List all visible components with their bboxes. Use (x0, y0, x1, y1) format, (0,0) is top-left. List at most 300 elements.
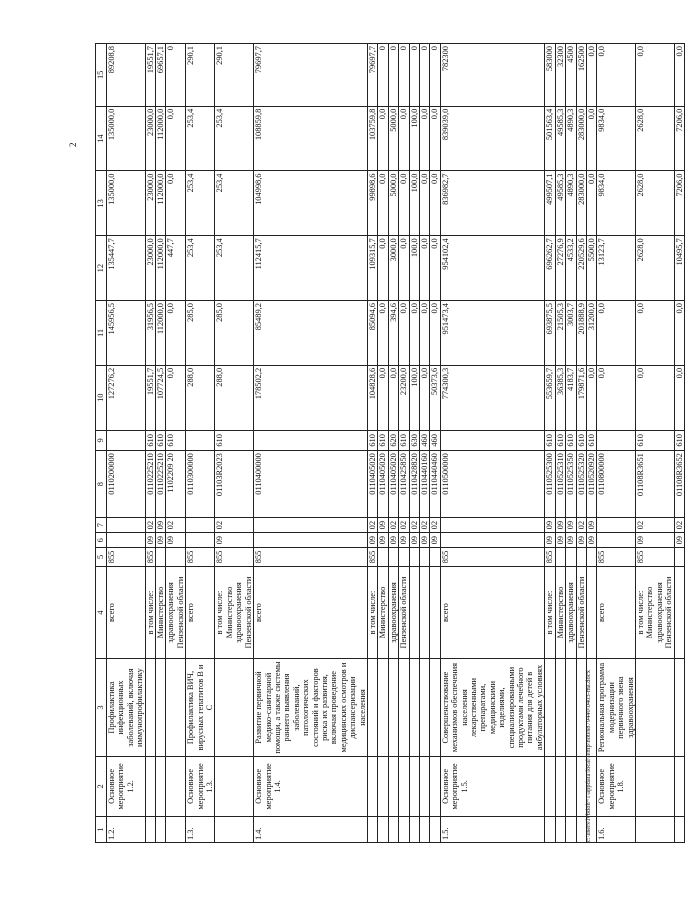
table-cell: 100,0 (409, 236, 419, 301)
table-cell: 774300,3 (440, 365, 544, 430)
table-cell: 02 (674, 518, 684, 533)
table-cell: 19551,7 (145, 44, 155, 107)
table-cell: 0110520920 (586, 451, 596, 518)
table-cell (430, 548, 440, 566)
table-cell: 0,0 (420, 236, 430, 301)
table-cell: 135000,0 (107, 171, 146, 236)
table-cell: 0,0 (674, 301, 684, 366)
table-cell (186, 533, 215, 548)
table-cell (566, 756, 576, 816)
table-cell: 178502,2 (254, 365, 368, 430)
table-row (186, 44, 215, 843)
table-cell (420, 756, 430, 816)
table-cell: 09 (430, 533, 440, 548)
table-cell (545, 659, 555, 756)
table-cell: 108859,8 (254, 106, 368, 171)
table-row (635, 44, 674, 843)
table-cell: 89208,8 (107, 44, 146, 107)
table-cell: 836982,7 (440, 171, 544, 236)
table-cell (166, 756, 186, 816)
table-cell: 0110400000 (254, 451, 368, 518)
table-cell: 0110525320 (576, 451, 586, 518)
header-cell: 10 (96, 365, 107, 430)
table-cell: 0,0 (430, 236, 440, 301)
table-cell: 112000,0 (156, 236, 166, 301)
table-cell: 290,1 (186, 44, 215, 107)
table-cell (409, 817, 419, 843)
table-cell: Пензенской области (576, 566, 586, 659)
table-cell: 0,0 (378, 236, 388, 301)
table-cell: 253,4 (215, 236, 254, 301)
table-cell: 693875,5 (545, 301, 555, 366)
table-cell (166, 659, 186, 756)
table-cell: 0110425850 (399, 451, 409, 518)
table-cell: Развитие первичной медико-санитарной помощи, а также системы раннего выявления заболеваний, патологических состояний и факторов риска их развития, включая проведение медицинских осмотров и диспансеризации населения (254, 659, 368, 756)
table-cell (566, 817, 576, 843)
table-cell: 49585,3 (555, 106, 565, 171)
table-cell (566, 548, 576, 566)
table-cell: 610 (635, 430, 674, 451)
table-cell: 104828,6 (367, 365, 377, 430)
table-cell: 855 (145, 548, 155, 566)
table-cell: 32300 (555, 44, 565, 107)
table-cell: Основное мероприятие 1.8. (597, 756, 636, 816)
table-cell: 501563,4 (545, 106, 555, 171)
table-cell: 0110225210 (156, 451, 166, 518)
table-cell: 0110405020 (378, 451, 388, 518)
table-cell: 0,0 (430, 106, 440, 171)
table-cell: 31956,5 (145, 301, 155, 366)
table-cell: 02 (430, 518, 440, 533)
table-cell (254, 518, 368, 533)
table-cell (107, 518, 146, 533)
table-cell: 09 (576, 533, 586, 548)
table-cell: 09 (166, 533, 186, 548)
table-cell: Министерство (156, 566, 166, 659)
table-cell: Министерство (378, 566, 388, 659)
table-cell: 610 (399, 430, 409, 451)
header-cell: 12 (96, 236, 107, 301)
table-cell: 0110428820 (409, 451, 419, 518)
table-cell: 3003,7 (566, 301, 576, 366)
table-cell: 283000,0 (576, 106, 586, 171)
table-cell: 855 (107, 548, 146, 566)
table-cell: 0,0 (399, 171, 409, 236)
table-cell: 855 (215, 548, 254, 566)
table-cell: 610 (215, 430, 254, 451)
table-cell: 4183,7 (566, 365, 576, 430)
table-cell: Профилактика ВИЧ, вирусных гепатитов В и С (186, 659, 215, 756)
table-row (440, 44, 544, 843)
table-cell: 162500 (576, 44, 586, 107)
table-cell: 460 (420, 430, 430, 451)
table-cell (215, 659, 254, 756)
table-cell: 02 (420, 518, 430, 533)
table-cell: 855 (440, 548, 544, 566)
table-cell: 0,0 (420, 171, 430, 236)
table-cell: 288,0 (186, 365, 215, 430)
table-cell: 0110440160 (420, 451, 430, 518)
table-row (409, 44, 419, 843)
table-cell: Основное мероприятие 1.5. (440, 756, 544, 816)
table-cell (145, 756, 155, 816)
table-cell (367, 659, 377, 756)
table-cell: 0110405020 (367, 451, 377, 518)
rotated-page (95, 43, 684, 843)
table-cell (399, 756, 409, 816)
table-cell: 09 (555, 533, 565, 548)
table-cell: 02 (145, 518, 155, 533)
table-cell: 79697,7 (367, 44, 377, 107)
table-cell: 09 (420, 533, 430, 548)
table-cell: 0,0 (430, 171, 440, 236)
table-cell: 290,1 (215, 44, 254, 107)
footer-path: c:\users\lvbdoh~1\appdata\local\temp\notes879440\0403-ma.docx (585, 670, 592, 842)
table-cell: здравоохранения (566, 566, 576, 659)
header-cell: 14 (96, 106, 107, 171)
table-cell (440, 533, 544, 548)
table-cell: 855 (186, 548, 215, 566)
table-cell (378, 817, 388, 843)
table-cell (156, 659, 166, 756)
table-cell: 5000,0 (388, 106, 398, 171)
table-cell (378, 756, 388, 816)
table-row (566, 44, 576, 843)
table-cell: 620 (388, 430, 398, 451)
table-cell: 0,0 (420, 301, 430, 366)
table-cell: 135000,0 (107, 106, 146, 171)
table-cell: 0,0 (378, 365, 388, 430)
table-cell: 50373,6 (430, 365, 440, 430)
table-cell: 09 (215, 533, 254, 548)
table-cell: 99898,6 (367, 171, 377, 236)
table-cell: 4500 (566, 44, 576, 107)
table-cell (635, 756, 674, 816)
table-cell: 855 (367, 548, 377, 566)
table-cell: 610 (566, 430, 576, 451)
table-cell: 112000,0 (156, 106, 166, 171)
header-cell: 11 (96, 301, 107, 366)
table-cell (107, 430, 146, 451)
table-cell (254, 533, 368, 548)
table-cell: 0,0 (597, 365, 636, 430)
table-cell: 610 (674, 430, 684, 451)
table-cell: 0110405020 (388, 451, 398, 518)
table-cell: 0,0 (586, 44, 596, 107)
table-cell: 0,0 (166, 106, 186, 171)
table-cell: 0,0 (409, 301, 419, 366)
table-cell: 100,0 (409, 365, 419, 430)
table-cell: 1102209 20 (166, 451, 186, 518)
table-cell: 10495,7 (674, 236, 684, 301)
table-cell (674, 659, 684, 756)
table-cell: 0 (409, 44, 419, 107)
table-cell: в том числе: (367, 566, 377, 659)
table-cell: 0,0 (378, 301, 388, 366)
table-cell: 09 (674, 533, 684, 548)
table-cell (367, 756, 377, 816)
table-cell: 7206,0 (674, 106, 684, 171)
table-cell: 0110525300 (545, 451, 555, 518)
table-cell: 855 (545, 548, 555, 566)
table-cell: 0,0 (586, 106, 596, 171)
table-cell (555, 659, 565, 756)
table-cell: 1.4. (254, 817, 368, 843)
table-row (399, 44, 409, 843)
table-cell: 09 (555, 518, 565, 533)
table-cell: 610 (545, 430, 555, 451)
table-cell (430, 566, 440, 659)
table-cell: 49585,3 (555, 171, 565, 236)
table-cell: всего (107, 566, 146, 659)
table-row (156, 44, 166, 843)
table-cell: 2628,0 (635, 106, 674, 171)
table-cell: 583000 (545, 44, 555, 107)
table-cell: 112415,7 (254, 236, 368, 301)
table-cell: 09 (388, 533, 398, 548)
table-cell: 09 (545, 518, 555, 533)
table-cell: 855 (597, 548, 636, 566)
table-cell: 9834,0 (597, 106, 636, 171)
table-cell: 179871,6 (576, 365, 586, 430)
header-cell: 1 (96, 817, 107, 843)
table-cell: 610 (378, 430, 388, 451)
table-cell (409, 756, 419, 816)
table-cell: 610 (156, 430, 166, 451)
table-cell (156, 817, 166, 843)
table-cell: 0,0 (378, 171, 388, 236)
table-cell: 9834,0 (597, 171, 636, 236)
table-row (555, 44, 565, 843)
table-cell: 0110225210 (145, 451, 155, 518)
table-cell: 23000,0 (145, 106, 155, 171)
table-cell: 2628,0 (635, 171, 674, 236)
table-cell (674, 817, 684, 843)
table-cell: Основное мероприятие 1.3. (186, 756, 215, 816)
table-cell: 610 (576, 430, 586, 451)
table-cell: 0,0 (166, 301, 186, 366)
table-cell: Совершенствование механизмов обеспечения населения лекарственными препаратами, медицинскими изделиями, специализированными продуктами лечебного питания для детей в амбулаторных условиях (440, 659, 544, 756)
table-cell: 0,0 (635, 365, 674, 430)
table-cell (166, 548, 186, 566)
table-cell (378, 659, 388, 756)
table-cell (420, 566, 430, 659)
table-cell: 23000,0 (145, 171, 155, 236)
table-cell: 954102,4 (440, 236, 544, 301)
table-cell: 0 (420, 44, 430, 107)
table-cell: в том числе: Министерство здравоохранения Пензенской области (215, 566, 254, 659)
table-cell: 127276,2 (107, 365, 146, 430)
table-cell: 0 (399, 44, 409, 107)
header-cell: 7 (96, 518, 107, 533)
table-cell: 19551,7 (145, 365, 155, 430)
table-row (145, 44, 155, 843)
header-cell: 9 (96, 430, 107, 451)
table-cell: 09 (566, 518, 576, 533)
table-cell: 0,0 (635, 301, 674, 366)
header-cell: 3 (96, 659, 107, 756)
page-number: 2 (68, 142, 78, 147)
table-cell: в том числе: Министерство здравоохранения Пензенской области (635, 566, 674, 659)
table-cell: 3000,0 (388, 236, 398, 301)
table-cell: 09 (367, 533, 377, 548)
table-cell: здравоохранения (388, 566, 398, 659)
table-cell: 0,0 (399, 236, 409, 301)
table-cell: 610 (145, 430, 155, 451)
header-cell: 6 (96, 533, 107, 548)
table-cell: 0,0 (399, 301, 409, 366)
table-cell: 253,4 (215, 106, 254, 171)
table-cell: 0,0 (586, 365, 596, 430)
table-cell: 253,4 (186, 106, 215, 171)
table-row (674, 44, 684, 843)
table-body (96, 44, 685, 843)
table-cell: 5500,0 (586, 236, 596, 301)
table-cell: 201888,9 (576, 301, 586, 366)
table-cell: 02 (215, 518, 254, 533)
table-cell (430, 659, 440, 756)
table-cell: 0,0 (635, 44, 674, 107)
table-cell (440, 518, 544, 533)
table-cell: в том числе: (145, 566, 155, 659)
table-row (378, 44, 388, 843)
table-cell: 09 (145, 533, 155, 548)
table-cell: 1.6. (597, 817, 636, 843)
table-cell (674, 756, 684, 816)
table-cell: 951473,4 (440, 301, 544, 366)
table-cell: всего (186, 566, 215, 659)
table-cell: 104998,6 (254, 171, 368, 236)
table-cell: 100,0 (409, 171, 419, 236)
table-cell: 09 (586, 533, 596, 548)
table-cell: 02 (388, 518, 398, 533)
table-cell: 02 (576, 518, 586, 533)
table-cell: 220529,6 (576, 236, 586, 301)
header-cell: 2 (96, 756, 107, 816)
table-cell (430, 817, 440, 843)
table-cell: 109315,7 (367, 236, 377, 301)
table-cell (215, 756, 254, 816)
table-cell: 0110800000 (597, 451, 636, 518)
table-cell (430, 756, 440, 816)
table-cell (576, 548, 586, 566)
table-cell (388, 548, 398, 566)
table-cell: 09 (156, 518, 166, 533)
table-cell (145, 659, 155, 756)
table-cell: 1.5. (440, 817, 544, 843)
table-cell: 0,0 (586, 171, 596, 236)
table-cell: 01108R3651 (635, 451, 674, 518)
table-cell: 0,0 (420, 106, 430, 171)
table-cell (409, 548, 419, 566)
table-cell (597, 430, 636, 451)
table-cell (388, 817, 398, 843)
header-cell: 15 (96, 44, 107, 107)
table-cell: 09 (378, 518, 388, 533)
table-cell (597, 518, 636, 533)
header-cell: 8 (96, 451, 107, 518)
table-cell (186, 430, 215, 451)
table-cell: 09 (566, 533, 576, 548)
table-cell: 0 (388, 44, 398, 107)
table-cell (388, 756, 398, 816)
table-cell: 01108R3652 (674, 451, 684, 518)
table-cell: Основное мероприятие 1.4. (254, 756, 368, 816)
table-cell (586, 548, 596, 566)
table-cell: 85489,2 (254, 301, 368, 366)
table-cell: 0,0 (388, 365, 398, 430)
table-cell: 0,0 (674, 44, 684, 107)
table-row (107, 44, 146, 843)
table-cell (555, 817, 565, 843)
table-cell (635, 817, 674, 843)
table-cell (586, 566, 596, 659)
table-cell: 630 (409, 430, 419, 451)
table-cell (388, 659, 398, 756)
table-row (430, 44, 440, 843)
table-row (166, 44, 186, 843)
table-cell: 0,0 (674, 365, 684, 430)
table-cell: 09 (545, 533, 555, 548)
table-cell: 7206,0 (674, 171, 684, 236)
table-cell: 553659,7 (545, 365, 555, 430)
table-row (597, 44, 636, 843)
table-cell: Основное мероприятие 1.2. (107, 756, 146, 816)
table-cell: 21505,3 (555, 301, 565, 366)
table-row (545, 44, 555, 843)
table-cell: 0110200000 (107, 451, 146, 518)
table-cell: 696262,7 (545, 236, 555, 301)
table-row (420, 44, 430, 843)
table-cell (399, 659, 409, 756)
table-cell: 09 (378, 533, 388, 548)
table-cell: 0,0 (430, 301, 440, 366)
table-cell (145, 817, 155, 843)
table-cell: всего (597, 566, 636, 659)
table-cell (107, 533, 146, 548)
table-cell: 4890,3 (566, 171, 576, 236)
table-cell: 100,0 (409, 106, 419, 171)
table-row (254, 44, 368, 843)
table-cell: 0 (430, 44, 440, 107)
table-cell: 36385,3 (555, 365, 565, 430)
table-cell: 855 (635, 548, 674, 566)
table-cell: 0110440460 (430, 451, 440, 518)
table-cell: здравоохранения Пензенской области (166, 566, 186, 659)
table-cell: 112000,0 (156, 301, 166, 366)
table-cell: 0,0 (166, 365, 186, 430)
table-cell: 09 (399, 533, 409, 548)
table-cell: 13123,7 (597, 236, 636, 301)
table-cell: 460 (430, 430, 440, 451)
table-cell (367, 817, 377, 843)
table-cell: 0,0 (420, 365, 430, 430)
table-cell: 107724,5 (156, 365, 166, 430)
table-cell: 610 (166, 430, 186, 451)
table-cell: 499507,1 (545, 171, 555, 236)
table-cell: 0110300000 (186, 451, 215, 518)
table-cell: всего (254, 566, 368, 659)
table-cell: 253,4 (186, 236, 215, 301)
table-cell: 2628,0 (635, 236, 674, 301)
table-cell: 01103R2023 (215, 451, 254, 518)
table-cell: 02 (399, 518, 409, 533)
table-cell (674, 566, 684, 659)
table-cell (420, 659, 430, 756)
table-cell: 09 (635, 533, 674, 548)
table-cell (420, 817, 430, 843)
table-cell: 27276,9 (555, 236, 565, 301)
